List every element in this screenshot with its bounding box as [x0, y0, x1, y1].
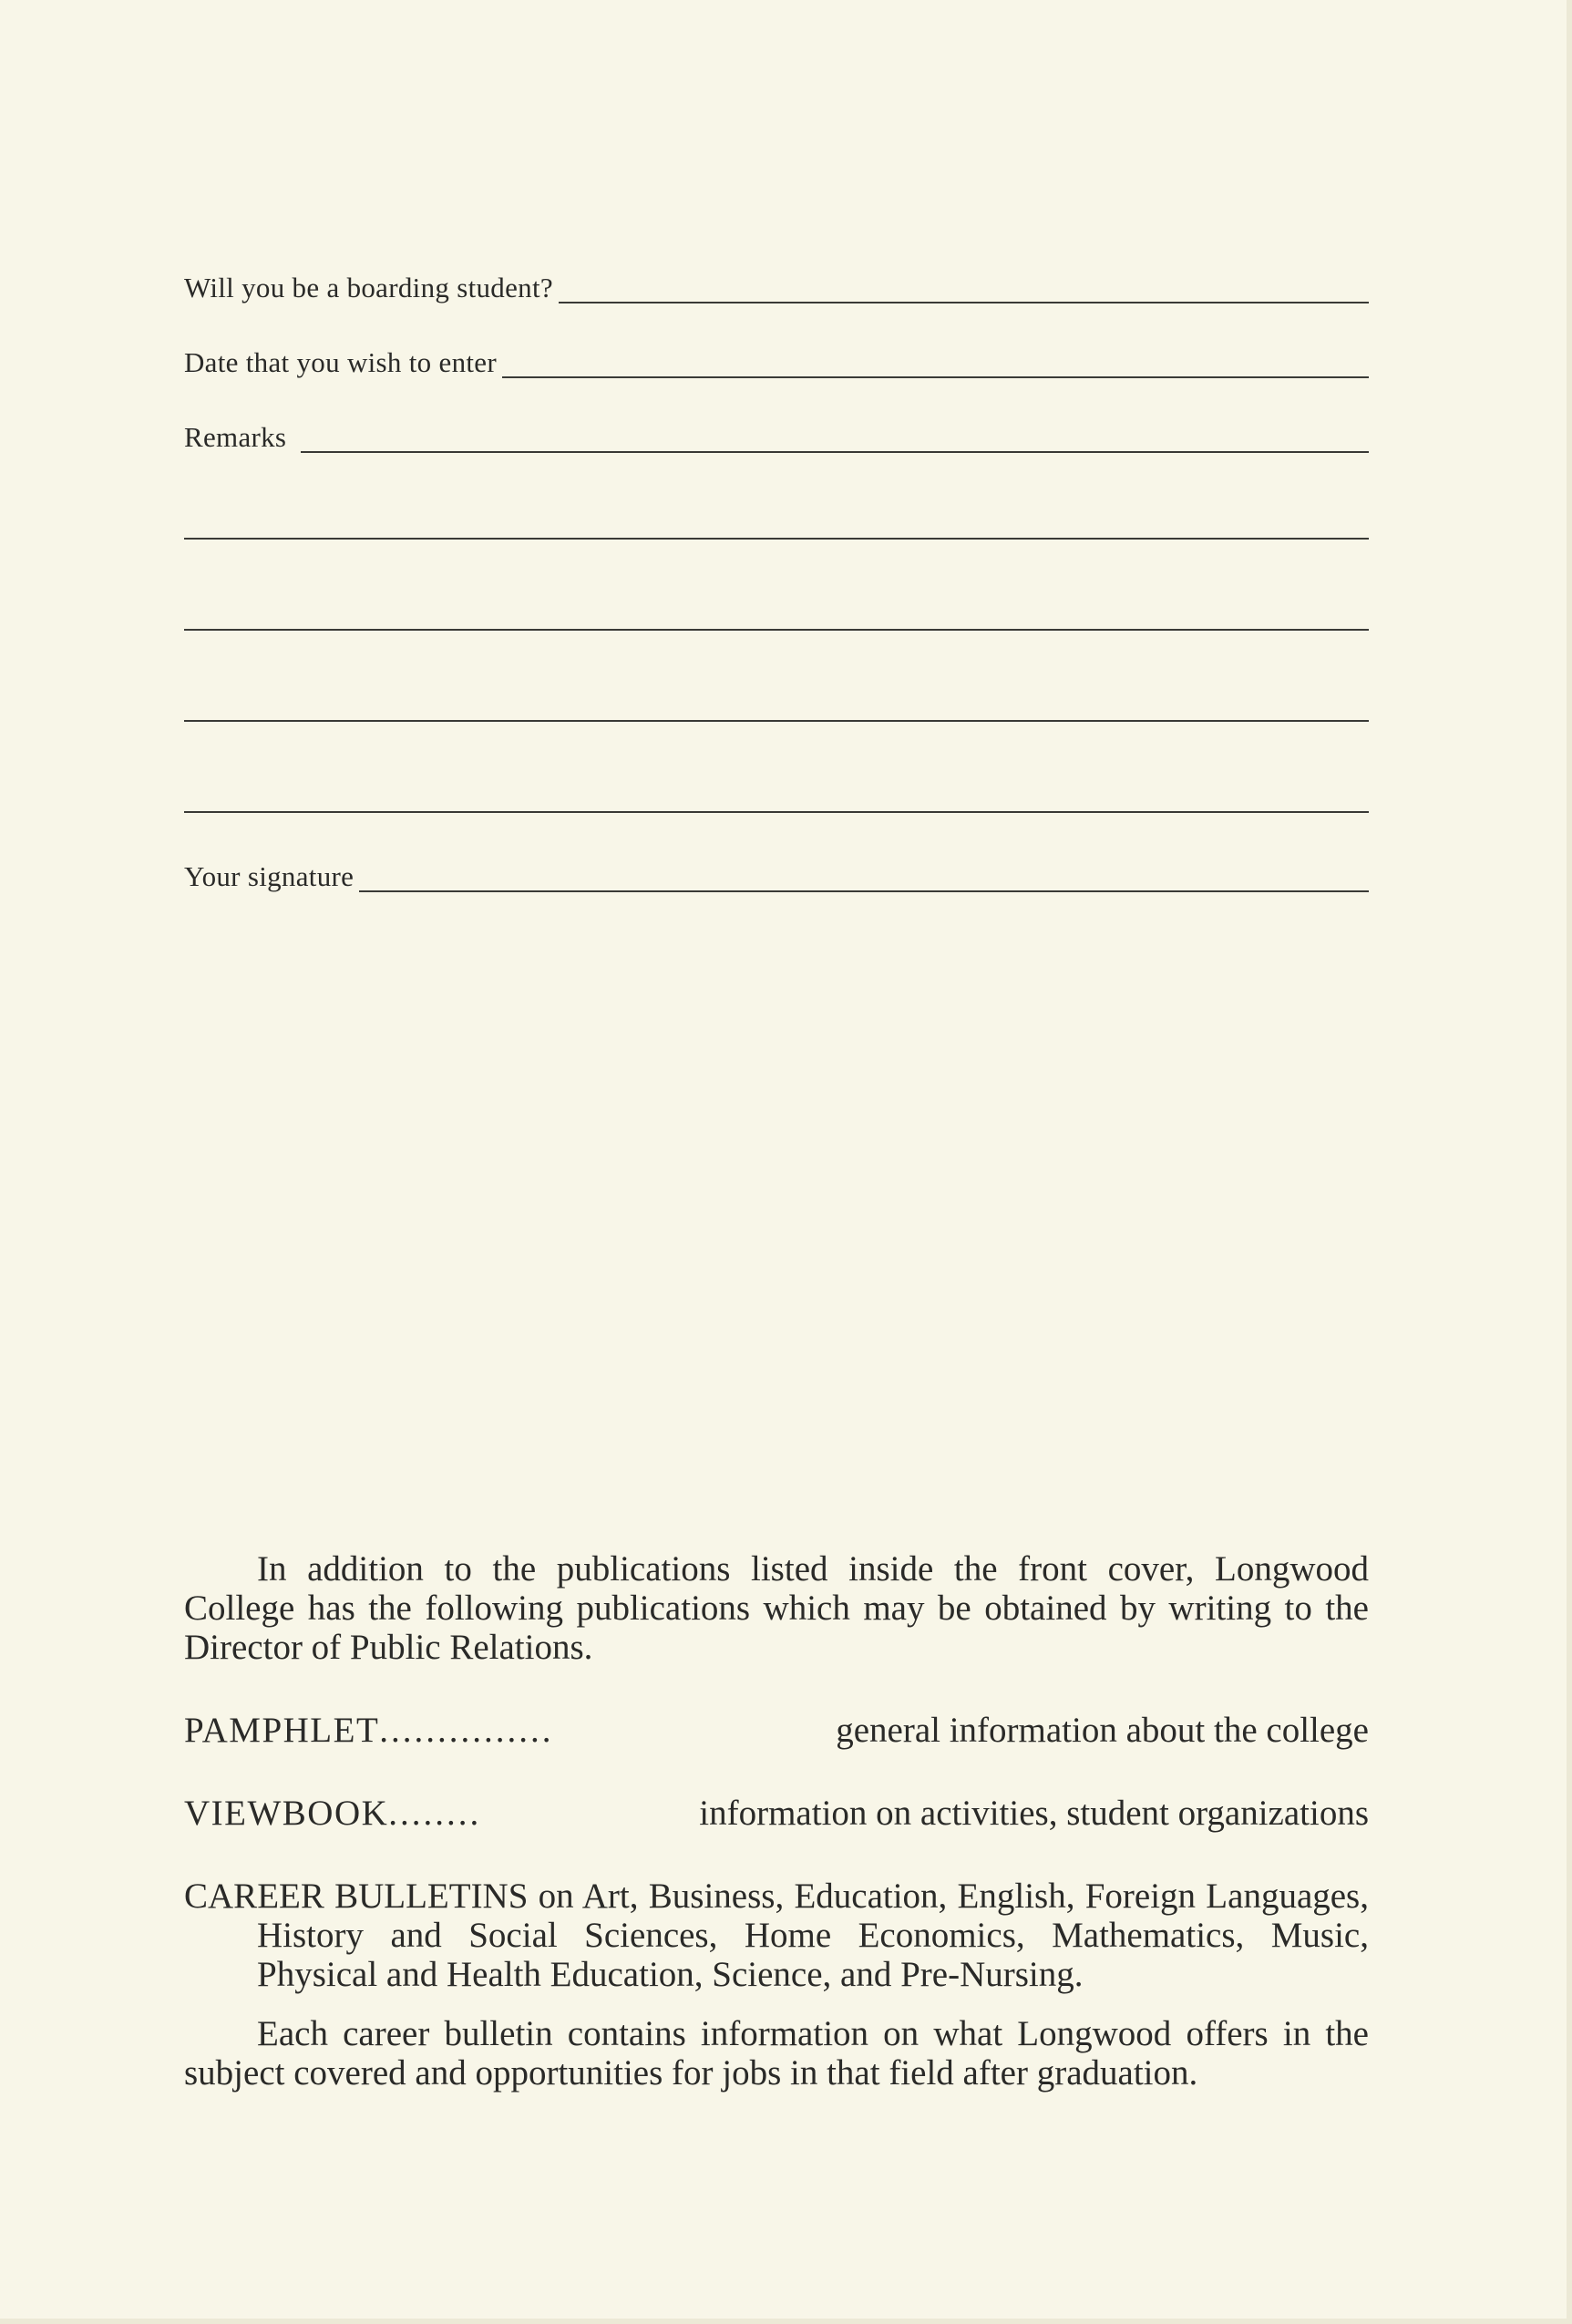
remarks-field: [184, 423, 1369, 453]
closing-paragraph: Each career bulletin contains information on what Longwood offers in the subject covered and opportunities for jobs in that field after graduation.: [184, 2014, 1369, 2093]
publications-intro: In addition to the publications listed inside the front cover, Longwood College has the following publications which may be obtained by writing to the Director of Public Relations.: [184, 1549, 1369, 1667]
enter-date-field: [184, 348, 1369, 378]
remarks-line[interactable]: [184, 811, 1369, 813]
career-bulletins-paragraph: CAREER BULLETINS on Art, Business, Education, English, Foreign Languages, History and Social Sciences, Home Economics, Mathematics, Music, Physical and Health Education, Science, and Pre-Nursing.: [184, 1877, 1369, 1994]
enter-date-label: Date that you wish to enter: [184, 346, 497, 378]
publications-section: [184, 1549, 1369, 2093]
publication-item-pamphlet: [184, 1711, 1369, 1750]
remarks-input[interactable]: [301, 451, 1369, 453]
publication-item-viewbook: [184, 1794, 1369, 1833]
remarks-label: Remarks: [184, 421, 287, 453]
publication-description: information on activities, student organizations: [699, 1794, 1369, 1833]
enter-date-input[interactable]: [502, 376, 1369, 378]
publication-name: VIEWBOOK: [184, 1794, 389, 1833]
signature-input[interactable]: [359, 890, 1369, 892]
publication-leader-dots: ...............: [379, 1711, 554, 1750]
remarks-line[interactable]: [184, 629, 1369, 631]
boarding-student-input[interactable]: [559, 302, 1369, 303]
signature-field: [184, 862, 1369, 892]
remarks-line[interactable]: [184, 720, 1369, 722]
remarks-line[interactable]: [184, 538, 1369, 540]
boarding-student-field: [184, 273, 1369, 303]
signature-label: Your signature: [184, 860, 354, 892]
boarding-student-label: Will you be a boarding student?: [184, 272, 553, 303]
publication-description: general information about the college: [836, 1711, 1369, 1750]
publication-name: PAMPHLET: [184, 1711, 380, 1750]
publication-leader-dots: ........: [388, 1794, 482, 1833]
